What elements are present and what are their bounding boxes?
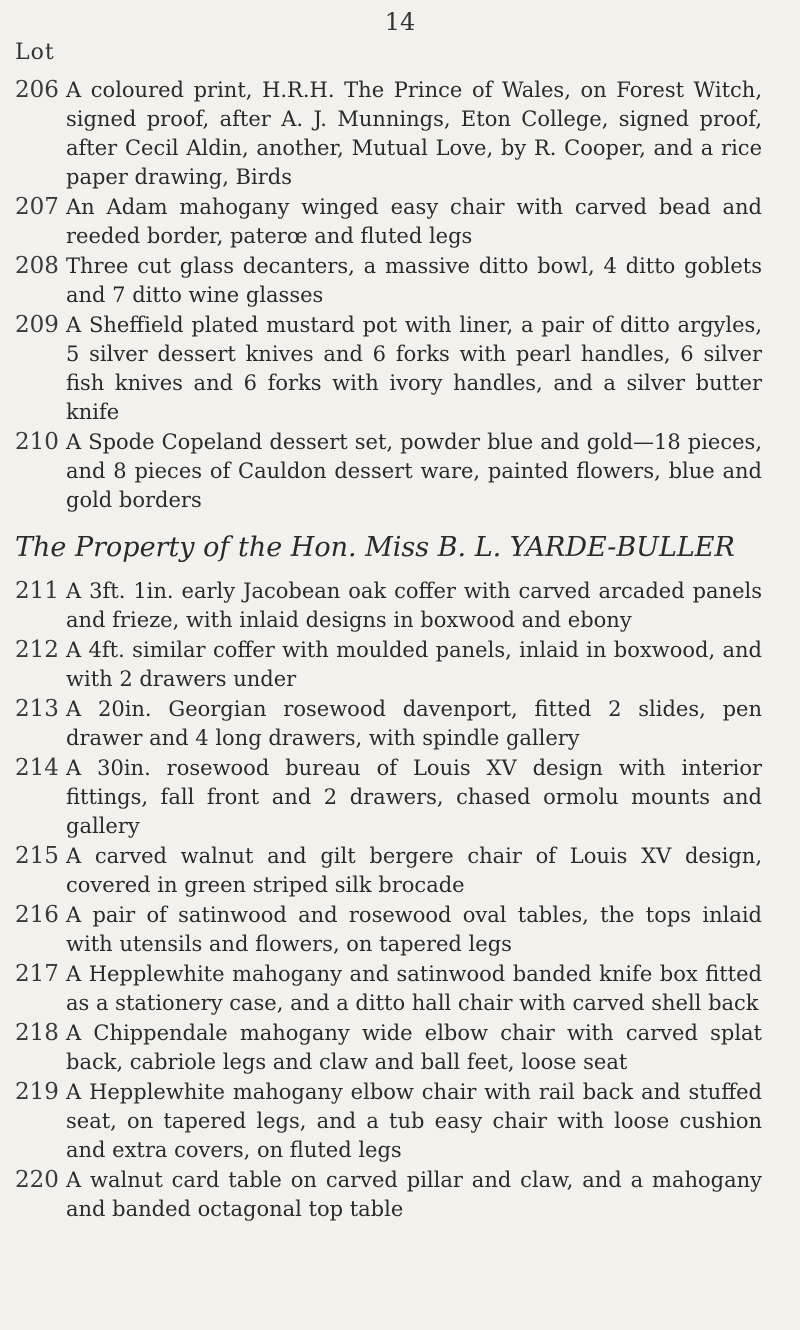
lot-entry bbox=[0, 1019, 800, 1077]
lot-number: 210 bbox=[15, 429, 59, 455]
lot-description: Three cut glass decanters, a massive ditto bowl, 4 ditto goblets and 7 ditto wine glasses bbox=[66, 254, 762, 307]
lot-number: 206 bbox=[15, 77, 59, 103]
lot-number: 216 bbox=[15, 902, 59, 928]
lot-description: A coloured print, H.R.H. The Prince of Wales, on Forest Witch, signed proof, after A. J. Munnings, Eton College, signed proof, after Cecil Aldin, another, Mutual Love, by R. Cooper, and a rice paper drawing, Birds bbox=[66, 78, 762, 189]
lot-entry bbox=[0, 636, 800, 694]
lot-entry bbox=[0, 76, 800, 192]
lot-description: An Adam mahogany winged easy chair with carved bead and reeded border, paterœ and fluted legs bbox=[66, 195, 762, 248]
lot-description: A walnut card table on carved pillar and claw, and a mahogany and banded octagonal top table bbox=[66, 1168, 762, 1221]
lot-description: A pair of satinwood and rosewood oval tables, the tops inlaid with utensils and flowers, on tapered legs bbox=[66, 903, 762, 956]
lot-number: 214 bbox=[15, 755, 59, 781]
lot-entry bbox=[0, 842, 800, 900]
lot-number: 219 bbox=[15, 1079, 59, 1105]
lot-number: 209 bbox=[15, 312, 59, 338]
lot-number: 208 bbox=[15, 253, 59, 279]
lot-column-header: Lot bbox=[15, 40, 55, 65]
lot-description: A Hepplewhite mahogany and satinwood banded knife box fitted as a stationery case, and a ditto hall chair with carved shell back bbox=[66, 962, 762, 1015]
lot-description: A 4ft. similar coffer with moulded panels, inlaid in boxwood, and with 2 drawers under bbox=[66, 638, 762, 691]
lot-number: 215 bbox=[15, 843, 59, 869]
lot-description: A Hepplewhite mahogany elbow chair with rail back and stuffed seat, on tapered legs, and a tub easy chair with loose cushion and extra covers, on fluted legs bbox=[66, 1080, 762, 1162]
lot-description: A Chippendale mahogany wide elbow chair with carved splat back, cabriole legs and claw and ball feet, loose seat bbox=[66, 1021, 762, 1074]
lot-description: A Sheffield plated mustard pot with liner, a pair of ditto argyles, 5 silver dessert knives and 6 forks with pearl handles, 6 silver fish knives and 6 forks with ivory handles, and a silver butter knife bbox=[66, 313, 762, 424]
lot-entry bbox=[0, 960, 800, 1018]
lot-entry bbox=[0, 193, 800, 251]
lot-description: A Spode Copeland dessert set, powder blue and gold—18 pieces, and 8 pieces of Cauldon dessert ware, painted flowers, blue and gold borders bbox=[66, 430, 762, 512]
lot-description: A 30in. rosewood bureau of Louis XV design with interior fittings, fall front and 2 drawers, chased ormolu mounts and gallery bbox=[66, 756, 762, 838]
lot-list bbox=[0, 76, 800, 1225]
lot-number: 213 bbox=[15, 696, 59, 722]
lot-entry bbox=[0, 695, 800, 753]
lot-entry bbox=[0, 1166, 800, 1224]
lot-description: A 20in. Georgian rosewood davenport, fitted 2 slides, pen drawer and 4 long drawers, with spindle gallery bbox=[66, 697, 762, 750]
lot-number: 207 bbox=[15, 194, 59, 220]
lot-entry bbox=[0, 754, 800, 841]
lot-number: 218 bbox=[15, 1020, 59, 1046]
lot-entry bbox=[0, 311, 800, 427]
section-heading: The Property of the Hon. Miss B. L. YARDE-BULLER bbox=[15, 532, 735, 563]
lot-entry bbox=[0, 428, 800, 515]
lot-entry bbox=[0, 252, 800, 310]
lot-number: 211 bbox=[15, 578, 59, 604]
lot-number: 212 bbox=[15, 637, 59, 663]
lot-description: A carved walnut and gilt bergere chair of Louis XV design, covered in green striped silk brocade bbox=[66, 844, 762, 897]
lot-entry bbox=[0, 901, 800, 959]
lot-description: A 3ft. 1in. early Jacobean oak coffer with carved arcaded panels and frieze, with inlaid designs in boxwood and ebony bbox=[66, 579, 762, 632]
lot-entry bbox=[0, 1078, 800, 1165]
lot-entry bbox=[0, 577, 800, 635]
page-number: 14 bbox=[384, 8, 416, 36]
lot-number: 217 bbox=[15, 961, 59, 987]
lot-number: 220 bbox=[15, 1167, 59, 1193]
